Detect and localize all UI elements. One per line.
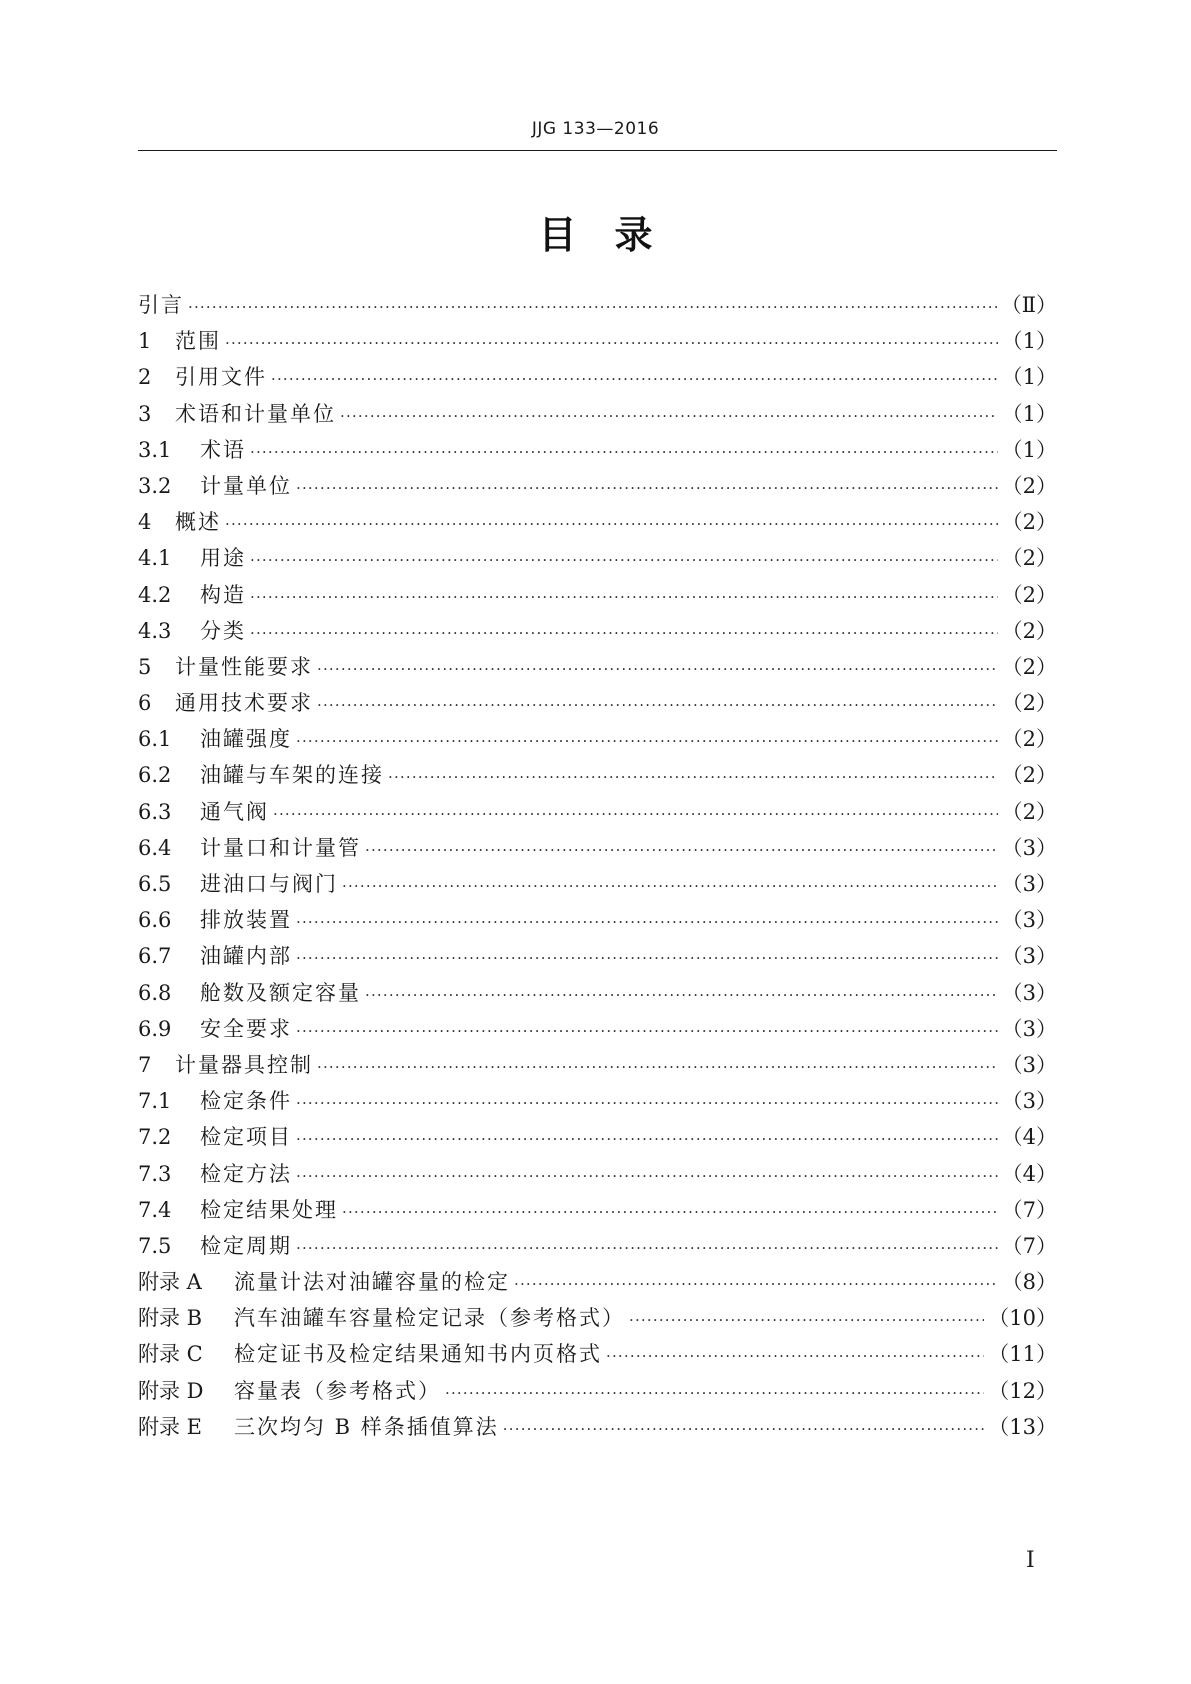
toc-entry[interactable]: [138, 1228, 1057, 1264]
toc-entry-page: （3）: [1001, 908, 1057, 933]
toc-entry-title: 油罐强度: [200, 727, 292, 752]
toc-entry-title: 术语: [200, 437, 246, 462]
toc-dot-leader: [250, 434, 998, 470]
toc-entry[interactable]: [138, 1300, 1057, 1336]
toc-entry-number: 附录 B: [138, 1306, 203, 1331]
toc-dot-leader: [273, 796, 998, 832]
toc-entry-number: 7.3: [138, 1161, 172, 1186]
toc-entry-page: （2）: [1001, 510, 1057, 535]
toc-entry-title: 检定条件: [200, 1089, 292, 1114]
toc-entry-page: （1）: [1001, 401, 1057, 426]
toc-entry[interactable]: [138, 1083, 1057, 1119]
toc-dot-leader: [342, 1194, 998, 1230]
toc-dot-leader: [296, 940, 998, 976]
toc-entry[interactable]: [138, 794, 1057, 830]
toc-entry-number: 2: [138, 365, 152, 390]
toc-entry[interactable]: [138, 866, 1057, 902]
toc-dot-leader: [296, 904, 998, 940]
toc-entry-number: 7.2: [138, 1125, 172, 1150]
toc-entry-title: 排放装置: [200, 908, 292, 933]
header-rule: [138, 150, 1057, 151]
toc-entry[interactable]: [138, 1264, 1057, 1300]
toc-entry[interactable]: [138, 649, 1057, 685]
toc-entry-number: 6.8: [138, 980, 172, 1005]
toc-entry-title: 用途: [200, 546, 246, 571]
toc-entry-number: 7.1: [138, 1089, 172, 1114]
toc-entry[interactable]: [138, 721, 1057, 757]
toc-entry-page: （3）: [1001, 944, 1057, 969]
toc-entry-title: 概述: [175, 510, 221, 535]
toc-entry-page: （2）: [1001, 582, 1057, 607]
toc-entry-number: 6.2: [138, 763, 172, 788]
toc-entry-title: 计量性能要求: [175, 654, 313, 679]
toc-dot-leader: [296, 1158, 998, 1194]
toc-entry[interactable]: [138, 1047, 1057, 1083]
toc-dot-leader: [317, 1049, 998, 1085]
toc-entry-title: 分类: [200, 618, 246, 643]
toc-entry-page: （2）: [1001, 799, 1057, 824]
toc-entry-title: 流量计法对油罐容量的检定: [234, 1270, 510, 1295]
toc-entry[interactable]: [138, 1336, 1057, 1372]
toc-entry[interactable]: [138, 323, 1057, 359]
toc-entry-number: 5: [138, 654, 152, 679]
toc-entry-page: （8）: [1001, 1270, 1057, 1295]
toc-dot-leader: [342, 868, 998, 904]
toc-entry-title: 计量单位: [200, 473, 292, 498]
toc-dot-leader: [188, 289, 997, 325]
toc-entry-number: 4.3: [138, 618, 172, 643]
toc-dot-leader: [296, 1085, 998, 1121]
toc-entry[interactable]: [138, 938, 1057, 974]
toc-dot-leader: [250, 579, 998, 615]
toc-entry-title: 范围: [175, 329, 221, 354]
toc-entry-number: 附录 D: [138, 1378, 204, 1403]
toc-entry-title: 计量器具控制: [175, 1052, 313, 1077]
toc-entry-page: （3）: [1001, 1052, 1057, 1077]
toc-dot-leader: [629, 1302, 984, 1338]
toc-entry-number: 附录 C: [138, 1342, 203, 1367]
toc-entry[interactable]: [138, 468, 1057, 504]
toc-entry-title: 检定证书及检定结果通知书内页格式: [234, 1342, 602, 1367]
toc-entry-number: 7.4: [138, 1197, 172, 1222]
toc-entry-page: （Ⅱ）: [1000, 293, 1057, 317]
toc-entry-title: 引用文件: [175, 365, 267, 390]
toc-entry-number: 6.6: [138, 908, 172, 933]
toc-dot-leader: [317, 687, 998, 723]
toc-entry-page: （4）: [1001, 1125, 1057, 1150]
toc-entry-number: 6.3: [138, 799, 172, 824]
toc-dot-leader: [365, 832, 998, 868]
toc-entry[interactable]: [138, 540, 1057, 576]
toc-dot-leader: [296, 1230, 998, 1266]
toc-dot-leader: [503, 1411, 984, 1447]
toc-entry-page: （1）: [1001, 437, 1057, 462]
toc-entry-title: 通用技术要求: [175, 691, 313, 716]
toc-entry[interactable]: [138, 1192, 1057, 1228]
toc-entry-page: （3）: [1001, 1089, 1057, 1114]
toc-dot-leader: [296, 1121, 998, 1157]
toc-entry-page: （3）: [1001, 1016, 1057, 1041]
toc-dot-leader: [514, 1266, 998, 1302]
toc-dot-leader: [250, 615, 998, 651]
toc-entry-page: （2）: [1001, 654, 1057, 679]
toc-entry-number: 6.5: [138, 872, 172, 896]
toc-dot-leader: [317, 651, 998, 687]
toc-entry-title: 舱数及额定容量: [200, 980, 361, 1005]
toc-entry-page: （4）: [1001, 1161, 1057, 1186]
toc-dot-leader: [296, 723, 998, 759]
toc-entry-title: 术语和计量单位: [175, 401, 336, 426]
toc-entry[interactable]: [138, 685, 1057, 721]
toc-entry[interactable]: [138, 1156, 1057, 1192]
toc-entry-number: 1: [138, 329, 152, 354]
toc-entry-page: （2）: [1001, 691, 1057, 716]
toc-entry[interactable]: [138, 975, 1057, 1011]
toc-entry[interactable]: [138, 577, 1057, 613]
toc-entry[interactable]: [138, 1373, 1057, 1409]
toc-entry-number: 3.2: [138, 473, 172, 498]
toc-entry[interactable]: [138, 1409, 1057, 1445]
toc-entry[interactable]: [138, 613, 1057, 649]
toc-entry-page: （1）: [1001, 329, 1057, 354]
toc-entry[interactable]: [138, 396, 1057, 432]
toc-entry-number: 4.2: [138, 582, 172, 607]
toc-entry-number: 7: [138, 1052, 152, 1077]
toc-entry-page: （11）: [988, 1342, 1057, 1367]
toc-entry-title: 油罐与车架的连接: [200, 763, 384, 788]
toc-entry-page: （12）: [988, 1378, 1057, 1403]
toc-dot-leader: [250, 542, 998, 578]
table-of-contents: [138, 287, 1057, 1445]
toc-entry-number: 6.9: [138, 1016, 172, 1041]
toc-entry[interactable]: [138, 287, 1057, 323]
toc-entry-page: （2）: [1001, 473, 1057, 498]
toc-dot-leader: [296, 1013, 998, 1049]
toc-entry[interactable]: [138, 902, 1057, 938]
toc-entry[interactable]: [138, 1011, 1057, 1047]
toc-entry-title: 构造: [200, 582, 246, 607]
toc-entry-page: （2）: [1001, 763, 1057, 788]
toc-entry-page: （10）: [988, 1306, 1057, 1331]
toc-dot-leader: [445, 1375, 984, 1411]
toc-entry-page: （7）: [1001, 1233, 1057, 1258]
toc-entry-number: 6.7: [138, 944, 172, 969]
toc-entry[interactable]: [138, 830, 1057, 866]
toc-dot-leader: [225, 325, 998, 361]
toc-entry-title: 进油口与阀门: [200, 872, 338, 896]
toc-dot-leader: [225, 506, 998, 542]
toc-entry-title: 检定周期: [200, 1233, 292, 1258]
toc-entry-title: 引言: [138, 293, 184, 317]
toc-entry[interactable]: [138, 359, 1057, 395]
toc-entry-number: 附录 E: [138, 1414, 203, 1439]
toc-entry[interactable]: [138, 1119, 1057, 1155]
toc-entry-number: 6.4: [138, 835, 172, 860]
toc-entry-page: （2）: [1001, 618, 1057, 643]
toc-entry-title: 汽车油罐车容量检定记录（参考格式）: [234, 1306, 625, 1331]
toc-entry-page: （3）: [1001, 835, 1057, 860]
toc-entry-title: 计量口和计量管: [200, 835, 361, 860]
toc-dot-leader: [365, 977, 998, 1013]
toc-entry-number: 3: [138, 401, 152, 426]
toc-entry[interactable]: [138, 504, 1057, 540]
toc-entry-title: 检定项目: [200, 1125, 292, 1150]
toc-dot-leader: [388, 759, 998, 795]
toc-entry-number: 附录 A: [138, 1270, 202, 1295]
toc-dot-leader: [340, 398, 998, 434]
toc-entry[interactable]: [138, 432, 1057, 468]
toc-entry-page: （2）: [1001, 546, 1057, 571]
page-number: Ⅰ: [1026, 1548, 1035, 1573]
toc-entry-title: 油罐内部: [200, 944, 292, 969]
toc-entry-page: （2）: [1001, 727, 1057, 752]
toc-entry-number: 4: [138, 510, 152, 535]
toc-entry-title: 通气阀: [200, 799, 269, 824]
toc-entry-title: 三次均匀 B 样条插值算法: [234, 1414, 499, 1439]
toc-entry-page: （13）: [988, 1414, 1057, 1439]
toc-entry[interactable]: [138, 757, 1057, 793]
toc-entry-title: 容量表（参考格式）: [234, 1378, 441, 1403]
toc-entry-number: 7.5: [138, 1233, 172, 1258]
toc-entry-number: 4.1: [138, 546, 172, 571]
toc-entry-number: 6.1: [138, 727, 172, 752]
toc-entry-number: 6: [138, 691, 152, 716]
toc-entry-title: 检定结果处理: [200, 1197, 338, 1222]
toc-dot-leader: [296, 470, 998, 506]
toc-entry-title: 检定方法: [200, 1161, 292, 1186]
toc-title: 目 录: [538, 213, 653, 257]
running-header: JJG 133—2016: [531, 119, 660, 139]
toc-entry-page: （7）: [1001, 1197, 1057, 1222]
toc-dot-leader: [606, 1338, 984, 1374]
toc-entry-page: （1）: [1001, 365, 1057, 390]
toc-entry-number: 3.1: [138, 437, 172, 462]
toc-entry-page: （3）: [1001, 872, 1057, 896]
toc-dot-leader: [271, 361, 998, 397]
toc-entry-title: 安全要求: [200, 1016, 292, 1041]
toc-entry-page: （3）: [1001, 980, 1057, 1005]
